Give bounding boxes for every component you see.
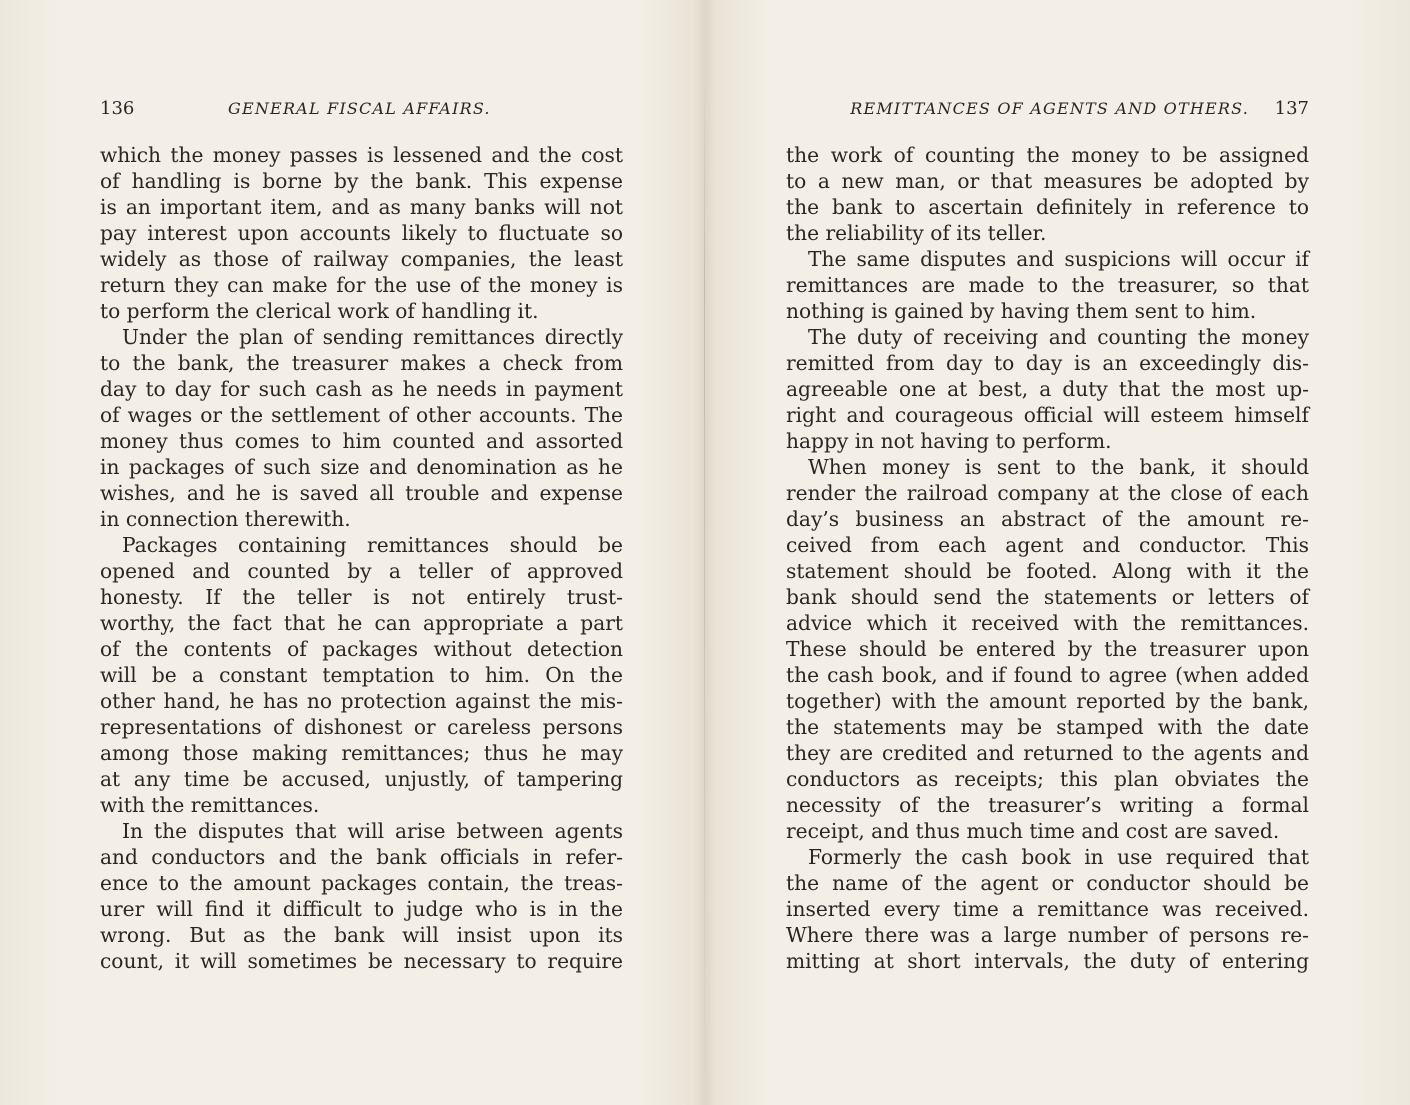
- text-line: they are credited and returned to the agents and: [786, 741, 1309, 765]
- text-line: of handling is borne by the bank. This expense: [100, 169, 623, 193]
- text-line: ceived from each agent and conductor. This: [786, 533, 1309, 557]
- text-line: agreeable one at best, a duty that the most up-: [786, 377, 1309, 401]
- text-line: necessity of the treasurer’s writing a formal: [786, 793, 1309, 817]
- text-line: day to day for such cash as he needs in payment: [100, 377, 623, 401]
- text-line: render the railroad company at the close of each: [786, 481, 1309, 505]
- text-line: to the bank, the treasurer makes a check from: [100, 351, 623, 375]
- text-line: inserted every time a remittance was received.: [786, 897, 1309, 921]
- text-line: right and courageous official will esteem himself: [786, 403, 1309, 427]
- text-line: happy in not having to perform.: [786, 429, 1112, 453]
- text-line: is an important item, and as many banks will not: [100, 195, 623, 219]
- text-line: pay interest upon accounts likely to fluctuate so: [100, 221, 623, 245]
- left-running-head: GENERAL FISCAL AFFAIRS.: [228, 99, 491, 118]
- text-line: other hand, he has no protection against the mis-: [100, 689, 623, 713]
- right-running-head: REMITTANCES OF AGENTS AND OTHERS.: [850, 99, 1249, 118]
- text-line: to perform the clerical work of handling it.: [100, 299, 539, 323]
- text-line: the bank to ascertain definitely in reference to: [786, 195, 1309, 219]
- text-line: honesty. If the teller is not entirely trust-: [100, 585, 623, 609]
- text-line: wrong. But as the bank will insist upon its: [100, 923, 623, 947]
- text-line: Formerly the cash book in use required that: [808, 845, 1309, 869]
- text-line: day’s business an abstract of the amount re-: [786, 507, 1309, 531]
- text-line: remitted from day to day is an exceedingly dis-: [786, 351, 1309, 375]
- text-line: The same disputes and suspicions will occur if: [808, 247, 1309, 271]
- left-page-number: 136: [100, 98, 135, 119]
- text-line: wishes, and he is saved all trouble and expense: [100, 481, 623, 505]
- text-line: return they can make for the use of the money is: [100, 273, 623, 297]
- text-line: the cash book, and if found to agree (when added: [786, 663, 1309, 687]
- text-line: receipt, and thus much time and cost are saved.: [786, 819, 1280, 843]
- text-line: conductors as receipts; this plan obviates the: [786, 767, 1309, 791]
- text-line: money thus comes to him counted and assorted: [100, 429, 623, 453]
- text-line: nothing is gained by having them sent to him.: [786, 299, 1257, 323]
- text-line: the name of the agent or conductor should be: [786, 871, 1309, 895]
- right-page-number: 137: [1274, 98, 1309, 119]
- text-line: ence to the amount packages contain, the treas-: [100, 871, 623, 895]
- text-line: These should be entered by the treasurer upon: [786, 637, 1309, 661]
- text-line: representations of dishonest or careless persons: [100, 715, 623, 739]
- text-line: the work of counting the money to be assigned: [786, 143, 1309, 167]
- left-page-body: [100, 142, 623, 974]
- text-line: of wages or the settlement of other accounts. The: [100, 403, 623, 427]
- text-line: mitting at short intervals, the duty of entering: [786, 949, 1309, 973]
- right-page-header: [786, 98, 1309, 124]
- book-gutter: [704, 80, 705, 1080]
- text-line: statement should be footed. Along with it the: [786, 559, 1309, 583]
- text-line: When money is sent to the bank, it should: [808, 455, 1309, 479]
- right-page-body: [786, 142, 1309, 974]
- text-line: In the disputes that will arise between agents: [122, 819, 623, 843]
- text-line: among those making remittances; thus he may: [100, 741, 623, 765]
- right-page: [786, 0, 1309, 1105]
- text-line: worthy, the fact that he can appropriate a part: [100, 611, 623, 635]
- text-line: urer will find it difficult to judge who is in the: [100, 897, 623, 921]
- text-line: in connection therewith.: [100, 507, 351, 531]
- text-line: with the remittances.: [100, 793, 320, 817]
- text-line: count, it will sometimes be necessary to require: [100, 949, 623, 973]
- text-line: advice which it received with the remittances.: [786, 611, 1309, 635]
- text-line: of the contents of packages without detection: [100, 637, 623, 661]
- text-line: Packages containing remittances should be: [122, 533, 623, 557]
- text-line: and conductors and the bank officials in refer-: [100, 845, 623, 869]
- text-line: Under the plan of sending remittances directly: [122, 325, 623, 349]
- text-line: the statements may be stamped with the date: [786, 715, 1309, 739]
- text-line: to a new man, or that measures be adopted by: [786, 169, 1309, 193]
- text-line: The duty of receiving and counting the money: [808, 325, 1309, 349]
- text-line: remittances are made to the treasurer, so that: [786, 273, 1309, 297]
- text-line: together) with the amount reported by the bank,: [786, 689, 1309, 713]
- text-line: at any time be accused, unjustly, of tampering: [100, 767, 623, 791]
- text-line: the reliability of its teller.: [786, 221, 1047, 245]
- left-page: [100, 0, 623, 1105]
- text-line: in packages of such size and denomination as he: [100, 455, 623, 479]
- text-line: bank should send the statements or letters of: [786, 585, 1309, 609]
- text-line: widely as those of railway companies, the least: [100, 247, 623, 271]
- text-line: will be a constant temptation to him. On the: [100, 663, 623, 687]
- text-line: opened and counted by a teller of approved: [100, 559, 623, 583]
- text-line: which the money passes is lessened and the cost: [100, 143, 623, 167]
- text-line: Where there was a large number of persons re-: [786, 923, 1309, 947]
- left-page-header: [100, 98, 623, 124]
